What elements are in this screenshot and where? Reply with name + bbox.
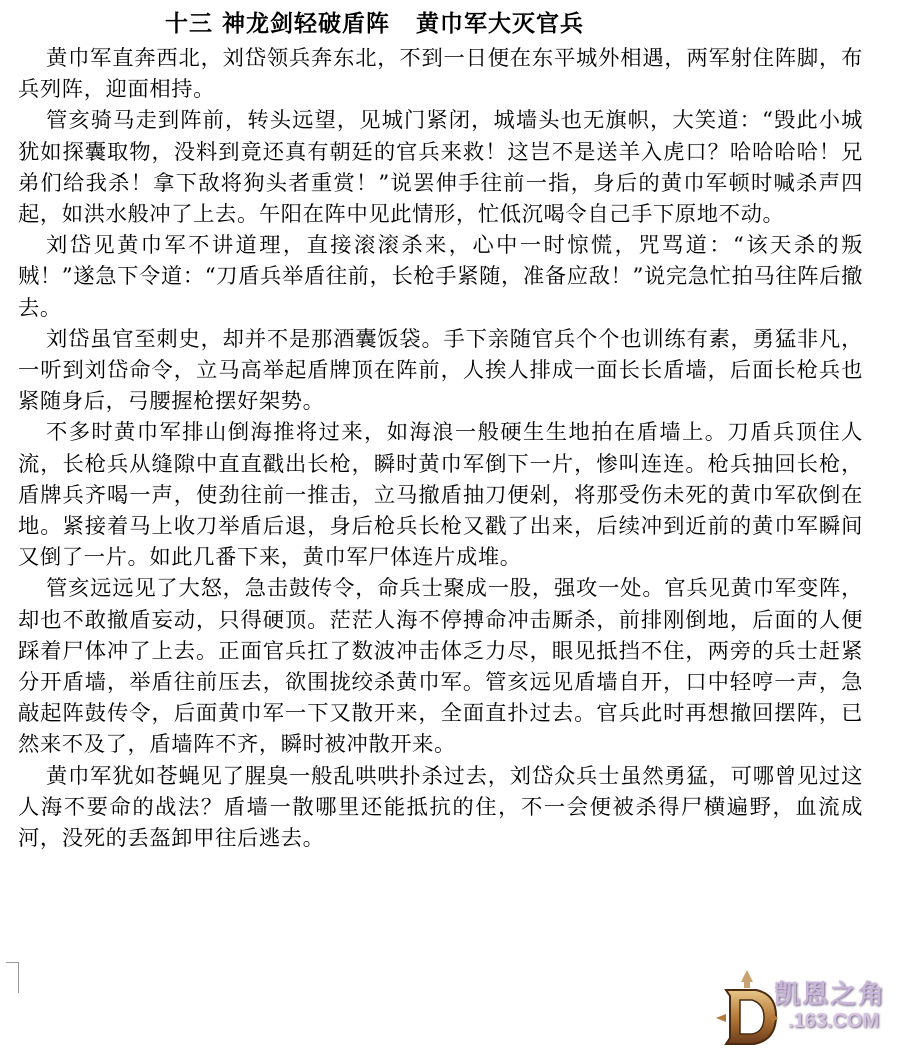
page-corner-mark [6, 962, 19, 993]
paragraph-5: 不多时黄巾军排山倒海推将过来，如海浪一般硬生生地拍在盾墙上。刀盾兵顶住人流，长枪兵从缝隙中直直戳出长枪，瞬时黄巾军倒下一片，惨叫连连。枪兵抽回长枪，盾牌兵齐喝一声，使劲往前一推击，立马撤盾抽刀便剁，将那受伤未死的黄巾军砍倒在地。紧接着马上收刀举盾后退，身后枪兵长枪又戳了出来，后续冲到近前的黄巾军瞬间又倒了一片。如此几番下来，黄巾军尸体连片成堆。 [18, 420, 863, 571]
paragraph-4: 刘岱虽官至刺史，却并不是那酒囊饭袋。手下亲随官兵个个也训练有素，勇猛非凡，一听到刘岱命令，立马高举起盾牌顶在阵前，人挨人排成一面长长盾墙，后面长枪兵也紧随身后，弓腰握枪摆好架势。 [18, 326, 863, 415]
diablo-d-logo-icon [712, 968, 782, 1050]
chapter-title-part2: 黄巾军大灭官兵 [416, 10, 585, 37]
paragraph-7: 黄巾军犹如苍蝇见了腥臭一般乱哄哄扑杀过去，刘岱众兵士虽然勇猛，可哪曾见过这人海不要命的战法？盾墙一散哪里还能抵抗的住，不一会便被杀得尸横遍野，血流成河，没死的丢盔卸甲往后逃去。 [18, 763, 863, 852]
paragraph-2: 管亥骑马走到阵前，转头远望，见城门紧闭，城墙头也无旗帜，大笑道：“毁此小城犹如探囊取物，没料到竟还真有朝廷的官兵来救！这岂不是送羊入虎口？哈哈哈哈！兄弟们给我杀！拿下敌将狗头者重赏！”说罢伸手往前一指，身后的黄巾军顿时喊杀声四起，如洪水般冲了上去。午阳在阵中见此情形，忙低沉喝令自己手下原地不动。 [18, 108, 863, 228]
paragraph-1: 黄巾军直奔西北，刘岱领兵奔东北，不到一日便在东平城外相遇，两军射住阵脚，布兵列阵，迎面相持。 [18, 46, 863, 103]
chapter-title [165, 9, 584, 39]
paragraph-6: 管亥远远见了大怒，急击鼓传令，命兵士聚成一股，强攻一处。官兵见黄巾军变阵，却也不敢撤盾妄动，只得硬顶。茫茫人海不停搏命冲击厮杀，前排刚倒地，后面的人便踩着尸体冲了上去。正面官兵扛了数波冲击体乏力尽，眼见抵挡不住，两旁的兵士赶紧分开盾墙，举盾往前压去，欲围拢绞杀黄巾军。管亥远见盾墙自开，口中轻哼一声，急敲起阵鼓传令，后面黄巾军一下又散开来，全面直扑过去。官兵此时再想撤回摆阵，已然来不及了，盾墙阵不齐，瞬时被冲散开来。 [18, 576, 863, 758]
paragraph-3: 刘岱见黄巾军不讲道理，直接滚滚杀来，心中一时惊慌，咒骂道：“该天杀的叛贼！”遂急下令道：“刀盾兵举盾往前，长枪手紧随，准备应敌！”说完急忙拍马往阵后撤去。 [18, 233, 863, 321]
site-watermark [712, 968, 908, 1050]
chapter-title-part1: 十三 神龙剑轻破盾阵 [165, 10, 391, 37]
chapter-body [18, 43, 863, 854]
watermark-title: 凯恩之角 [774, 980, 887, 1010]
watermark-site: .163.COM [788, 1010, 880, 1032]
